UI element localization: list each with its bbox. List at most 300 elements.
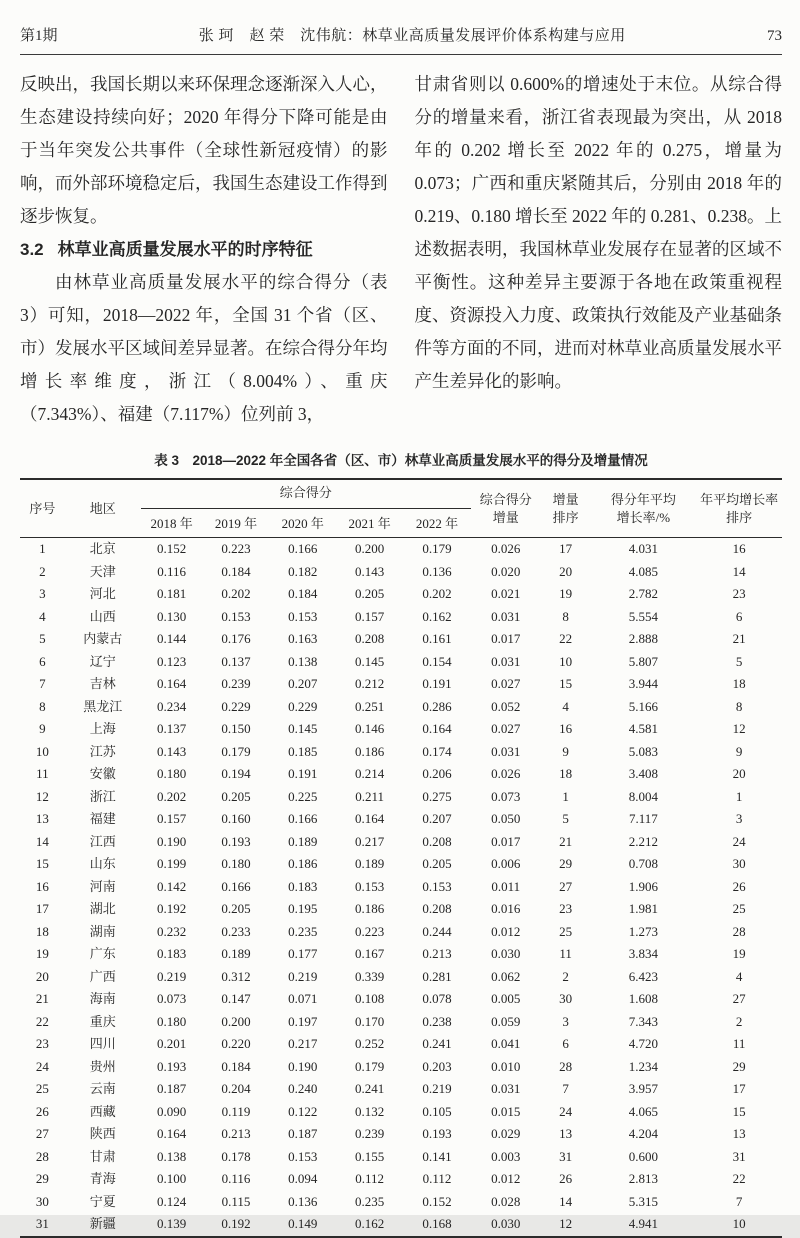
table-cell: 0.094 xyxy=(288,1171,318,1186)
table-cell: 9 xyxy=(39,721,46,736)
table-cell: 0.238 xyxy=(422,1013,452,1029)
table-cell: 11 xyxy=(559,946,572,961)
table-cell: 河北 xyxy=(89,586,116,601)
table-cell: 辽宁 xyxy=(89,653,116,669)
table-cell: 0.153 xyxy=(355,878,385,894)
table-cell: 28 xyxy=(35,1148,49,1164)
table-cell: 0.027 xyxy=(491,721,521,736)
table-cell: 0.157 xyxy=(157,811,187,826)
table-cell: 0.600 xyxy=(628,1148,658,1164)
table-cell: 0.122 xyxy=(288,1103,318,1119)
table-cell: 0.161 xyxy=(422,631,452,646)
table-cell: 0.141 xyxy=(422,1148,452,1164)
col-header-avg-growth-rank xyxy=(696,479,782,538)
table-cell: 10 xyxy=(35,743,49,759)
table-cell: 0.005 xyxy=(491,991,521,1006)
table-cell: 0.176 xyxy=(221,631,251,646)
table-cell: 0.197 xyxy=(288,1013,318,1029)
table-cell: 0.183 xyxy=(157,946,187,961)
table-row xyxy=(20,831,782,854)
body-columns xyxy=(20,68,782,431)
table-row xyxy=(20,651,782,674)
table-cell: 0.130 xyxy=(157,608,187,624)
table-cell: 0.112 xyxy=(355,1171,385,1186)
table-cell: 0.186 xyxy=(355,901,385,916)
table-cell: 0.187 xyxy=(288,1126,318,1141)
table-cell: 23 xyxy=(35,1036,49,1051)
col-header-region: 地区 xyxy=(89,500,116,516)
table-cell: 0.073 xyxy=(491,788,521,804)
table-cell: 0.153 xyxy=(288,608,318,624)
table-cell: 4.720 xyxy=(628,1036,658,1051)
table-cell: 0.200 xyxy=(355,541,385,556)
col-header-line: 排序 xyxy=(726,509,753,525)
table-cell: 1 xyxy=(562,788,569,804)
table-cell: 0.189 xyxy=(288,833,318,849)
table-cell: 0.202 xyxy=(422,586,452,601)
table-cell: 22 xyxy=(559,631,573,646)
table-cell: 3.408 xyxy=(628,766,658,781)
table-row xyxy=(20,1213,782,1237)
table-cell: 18 xyxy=(559,766,573,781)
table-cell: 31 xyxy=(732,1148,746,1164)
table-cell: 11 xyxy=(732,1036,746,1051)
table-row xyxy=(20,561,782,584)
table-cell: 10 xyxy=(732,1216,746,1231)
table-cell: 5.166 xyxy=(628,698,658,714)
table-cell: 0.214 xyxy=(355,766,385,781)
table-cell: 5.807 xyxy=(628,653,658,669)
table-cell: 5.554 xyxy=(628,608,658,624)
table-cell: 0.208 xyxy=(422,833,452,849)
table-cell: 0.201 xyxy=(157,1036,187,1051)
table-cell: 0.153 xyxy=(422,878,452,894)
table-cell: 0.185 xyxy=(288,743,318,759)
table-cell: 0.189 xyxy=(355,856,385,871)
table-cell: 0.229 xyxy=(221,698,251,714)
table-cell: 0.205 xyxy=(355,586,385,601)
table-cell: 江西 xyxy=(89,833,116,849)
table-cell: 湖南 xyxy=(89,923,116,939)
paragraph: 甘肃省则以 0.600%的增速处于末位。从综合得分的增量来看，浙江省表现最为突出，从 2018 年的 0.202 增长至 2022 年的 0.275，增量为 0.073；广西和重庆紧随其后，分别由 2018 年的 0.219、0.180 增长至 2022 年的 0.281、0.238。上述数据表明，我国林草业发展存在显著的区域不平衡性。这种差异主要源于各地在政策重视程度、资源投入力度、政策执行效能及产业基础条件等方面的不同，进而对林草业高质量发展水平产生差异化的影响。 xyxy=(414,74,782,391)
table-cell: 3 xyxy=(39,586,46,601)
table-cell: 0.193 xyxy=(422,1126,452,1141)
table-cell: 0.052 xyxy=(491,698,521,714)
table-cell: 2.782 xyxy=(628,586,658,601)
table-cell: 0.164 xyxy=(157,676,187,691)
table-cell: 0.192 xyxy=(221,1216,251,1231)
table-cell: 0.112 xyxy=(422,1171,452,1186)
table-cell: 0.030 xyxy=(491,1216,521,1231)
table-cell: 0.115 xyxy=(221,1193,251,1209)
table-cell: 四川 xyxy=(89,1036,116,1051)
table-cell: 0.184 xyxy=(221,563,251,579)
table-cell: 0.339 xyxy=(355,968,385,984)
table-cell: 0.229 xyxy=(288,698,318,714)
table-cell: 0.162 xyxy=(355,1216,385,1231)
table-cell: 5 xyxy=(562,811,569,826)
table-cell: 0.312 xyxy=(221,968,251,984)
table-cell: 22 xyxy=(732,1171,746,1186)
table-cell: 3.834 xyxy=(628,946,658,961)
table-cell: 0.180 xyxy=(221,856,251,871)
table-cell: 0.275 xyxy=(422,788,452,804)
table-cell: 0.206 xyxy=(422,766,452,781)
table-cell: 17 xyxy=(559,541,573,556)
table-cell: 8.004 xyxy=(628,788,658,804)
table-header xyxy=(20,479,782,538)
table-cell: 0.232 xyxy=(157,923,187,939)
table-cell: 0.191 xyxy=(422,676,452,691)
right-column xyxy=(415,68,783,431)
table-cell: 0.050 xyxy=(491,811,521,826)
table-row xyxy=(20,876,782,899)
table-cell: 0.205 xyxy=(221,901,251,916)
table-cell: 25 xyxy=(732,901,746,916)
table-cell: 0.166 xyxy=(288,541,318,556)
table-cell: 15 xyxy=(559,676,573,691)
table-cell: 0.071 xyxy=(288,991,318,1006)
table-cell: 1.608 xyxy=(628,991,658,1006)
table-cell: 0.162 xyxy=(422,608,452,624)
table-row xyxy=(20,988,782,1011)
table-cell: 7.343 xyxy=(628,1013,658,1029)
table-cell: 3 xyxy=(562,1013,569,1029)
col-header-line: 得分年平均 xyxy=(610,491,676,507)
table-cell: 0.234 xyxy=(157,698,187,714)
table-cell: 0.026 xyxy=(491,766,521,781)
table-cell: 8 xyxy=(735,698,743,714)
table-cell: 24 xyxy=(559,1103,573,1119)
table-cell: 0.241 xyxy=(422,1036,452,1051)
table-cell: 29 xyxy=(559,856,573,871)
table-cell: 0.220 xyxy=(221,1036,251,1051)
table-cell: 25 xyxy=(559,923,573,939)
table-row xyxy=(20,763,782,786)
table-row xyxy=(20,1168,782,1191)
table-cell: 0.208 xyxy=(422,901,452,916)
table-cell: 0.179 xyxy=(221,743,251,759)
table-cell: 21 xyxy=(35,991,49,1006)
table-cell: 0.281 xyxy=(422,968,452,984)
table-cell: 0.178 xyxy=(221,1148,251,1164)
table-cell: 0.180 xyxy=(157,1013,187,1029)
table-cell: 0.062 xyxy=(491,968,521,984)
section-number: 3.2 xyxy=(20,240,44,259)
table-cell: 26 xyxy=(732,878,746,894)
table-cell: 0.217 xyxy=(355,833,385,849)
table-cell: 0.119 xyxy=(221,1103,251,1119)
table-row xyxy=(20,696,782,719)
table-cell: 3.957 xyxy=(628,1081,658,1096)
col-group-score: 综合得分 xyxy=(141,479,471,509)
table-cell: 28 xyxy=(732,923,746,939)
table-cell: 29 xyxy=(35,1171,49,1186)
table-cell: 0.192 xyxy=(157,901,187,916)
table-cell: 0.225 xyxy=(288,788,318,804)
table-cell: 0.194 xyxy=(221,766,251,781)
table-cell: 0.184 xyxy=(288,586,318,601)
table-cell: 27 xyxy=(35,1126,49,1141)
table-cell: 0.116 xyxy=(157,563,187,579)
table-cell: 0.078 xyxy=(422,991,452,1006)
col-header-line: 年平均增长率 xyxy=(700,491,779,507)
table-cell: 17 xyxy=(35,901,49,916)
col-header-line: 排序 xyxy=(552,509,579,525)
table-cell: 0.152 xyxy=(157,541,187,556)
paragraph: 反映出，我国长期以来环保理念逐渐深入人心，生态建设持续向好；2020 年得分下降可能是由于当年突发公共事件（全球性新冠疫情）的影响，而外部环境稳定后，我国生态建设工作得到逐步恢复。 xyxy=(20,74,388,226)
table-row xyxy=(20,718,782,741)
table-cell: 0.146 xyxy=(355,721,385,736)
table-cell: 0.020 xyxy=(491,563,521,579)
table-cell: 福建 xyxy=(89,811,116,826)
table-cell: 新疆 xyxy=(89,1216,116,1231)
table-cell: 0.213 xyxy=(422,946,452,961)
table-cell: 0.160 xyxy=(221,811,251,826)
table-cell: 浙江 xyxy=(89,788,116,804)
table-cell: 0.116 xyxy=(221,1171,251,1186)
table-cell: 0.186 xyxy=(355,743,385,759)
table-cell: 0.150 xyxy=(221,721,251,736)
table-cell: 贵州 xyxy=(89,1058,116,1074)
table-row xyxy=(20,1033,782,1056)
table-row xyxy=(20,1123,782,1146)
table-cell: 31 xyxy=(559,1148,573,1164)
table-cell: 0.017 xyxy=(491,833,521,849)
table-cell: 4.065 xyxy=(628,1103,658,1119)
table-cell: 0.132 xyxy=(355,1103,385,1119)
table-cell: 安徽 xyxy=(89,766,116,781)
table-cell: 宁夏 xyxy=(89,1193,116,1209)
table-cell: 18 xyxy=(732,676,746,691)
table-cell: 6.423 xyxy=(628,968,658,984)
table-cell: 20 xyxy=(732,766,746,781)
table-cell: 4.941 xyxy=(628,1216,658,1231)
table-cell: 0.073 xyxy=(157,991,187,1006)
table-cell: 0.155 xyxy=(355,1148,385,1164)
table-cell: 26 xyxy=(35,1103,49,1119)
table-cell: 0.149 xyxy=(288,1216,318,1231)
table-cell: 0.003 xyxy=(491,1148,521,1164)
table-cell: 北京 xyxy=(89,541,116,556)
table-cell: 0.207 xyxy=(422,811,452,826)
table-cell: 1.234 xyxy=(628,1058,658,1074)
table-cell: 1.906 xyxy=(628,878,658,894)
table-cell: 4 xyxy=(39,608,46,624)
table-cell: 0.211 xyxy=(355,788,385,804)
table-cell: 0.012 xyxy=(491,923,521,939)
table-cell: 0.026 xyxy=(491,541,521,556)
table-cell: 0.017 xyxy=(491,631,521,646)
table-cell: 1 xyxy=(735,788,743,804)
table-cell: 2 xyxy=(562,968,569,984)
table-cell: 0.233 xyxy=(221,923,251,939)
table-cell: 19 xyxy=(559,586,573,601)
table-cell: 0.164 xyxy=(157,1126,187,1141)
table-cell: 5 xyxy=(39,631,46,646)
table-cell: 7 xyxy=(562,1081,569,1096)
table-cell: 21 xyxy=(559,833,573,849)
table-cell: 6 xyxy=(735,608,743,624)
table-cell: 4.204 xyxy=(628,1126,658,1141)
table-cell: 23 xyxy=(559,901,573,916)
table-cell: 0.041 xyxy=(491,1036,521,1051)
table-cell: 0.190 xyxy=(288,1058,318,1074)
table-cell: 0.166 xyxy=(221,878,251,894)
col-header-line: 增长率/% xyxy=(616,509,671,525)
issue-label: 第1期 xyxy=(20,28,58,44)
table-row xyxy=(20,1056,782,1079)
table-cell: 江苏 xyxy=(89,743,116,759)
table-cell: 2.212 xyxy=(628,833,658,849)
table-cell: 0.164 xyxy=(422,721,452,736)
table-cell: 0.137 xyxy=(221,653,251,669)
table-cell: 0.187 xyxy=(157,1081,187,1096)
table-cell: 0.207 xyxy=(288,676,318,691)
col-header-line: 增量 xyxy=(552,491,579,507)
col-header-year: 2019 年 xyxy=(214,516,258,531)
table-cell: 0.244 xyxy=(422,923,452,939)
table-cell: 吉林 xyxy=(89,676,116,691)
table-cell: 0.182 xyxy=(288,563,318,579)
table-cell: 0.163 xyxy=(288,631,318,646)
col-header-line: 综合得分 xyxy=(479,491,532,507)
table-cell: 0.028 xyxy=(491,1193,521,1209)
table-cell: 2.813 xyxy=(628,1171,658,1186)
table-cell: 27 xyxy=(732,991,746,1006)
table-cell: 0.208 xyxy=(355,631,385,646)
table-cell: 30 xyxy=(35,1193,49,1209)
table-cell: 0.286 xyxy=(422,698,452,714)
col-header-year: 2020 年 xyxy=(281,516,324,531)
table-cell: 0.251 xyxy=(355,698,385,714)
table-cell: 3.944 xyxy=(628,676,658,691)
table-cell: 28 xyxy=(559,1058,573,1074)
table-row xyxy=(20,966,782,989)
table-cell: 0.136 xyxy=(288,1193,318,1209)
table-cell: 0.212 xyxy=(355,676,385,691)
table-cell: 23 xyxy=(732,586,746,601)
table-cell: 0.011 xyxy=(491,878,521,894)
table-cell: 16 xyxy=(732,541,746,556)
table-cell: 0.108 xyxy=(355,991,385,1006)
table-cell: 0.030 xyxy=(491,946,521,961)
table-row xyxy=(20,1011,782,1034)
table-cell: 19 xyxy=(35,946,49,961)
table-cell: 21 xyxy=(732,631,746,646)
table-cell: 云南 xyxy=(89,1081,116,1096)
table-cell: 6 xyxy=(562,1036,569,1051)
section-heading xyxy=(20,233,388,266)
table-cell: 海南 xyxy=(89,991,116,1006)
table-row xyxy=(20,786,782,809)
table-cell: 0.145 xyxy=(355,653,385,669)
table-cell: 15 xyxy=(732,1103,746,1119)
table-row xyxy=(20,673,782,696)
table-cell: 0.219 xyxy=(288,968,318,984)
table-row xyxy=(20,1191,782,1214)
table-cell: 0.152 xyxy=(422,1193,452,1209)
col-header-seq: 序号 xyxy=(29,500,56,516)
table-cell: 2 xyxy=(39,563,46,579)
table-cell: 0.139 xyxy=(157,1216,187,1231)
table-row xyxy=(20,853,782,876)
table-cell: 15 xyxy=(35,856,49,871)
table-row xyxy=(20,606,782,629)
table-cell: 0.193 xyxy=(157,1058,187,1074)
table-cell: 17 xyxy=(732,1081,746,1096)
table-cell: 天津 xyxy=(89,563,116,579)
table-cell: 广西 xyxy=(89,968,116,984)
table-cell: 0.179 xyxy=(422,541,452,556)
table-cell: 0.181 xyxy=(157,586,187,601)
table-cell: 0.145 xyxy=(288,721,318,736)
table-cell: 0.027 xyxy=(491,676,521,691)
table-cell: 30 xyxy=(559,991,573,1006)
table-cell: 甘肃 xyxy=(89,1148,116,1164)
table-cell: 0.154 xyxy=(422,653,452,669)
table-cell: 19 xyxy=(732,946,746,961)
table-cell: 陕西 xyxy=(89,1126,116,1141)
table-cell: 3 xyxy=(735,811,743,826)
table-cell: 4.085 xyxy=(628,563,658,579)
table-cell: 25 xyxy=(35,1081,49,1096)
table-cell: 29 xyxy=(732,1058,746,1074)
table-cell: 9 xyxy=(735,743,743,759)
table-cell: 9 xyxy=(562,743,569,759)
table-cell: 14 xyxy=(732,563,746,579)
table-cell: 7 xyxy=(39,676,46,691)
table-cell: 24 xyxy=(732,833,746,849)
table-cell: 0.241 xyxy=(355,1081,385,1096)
table-cell: 0.193 xyxy=(221,833,251,849)
table-cell: 上海 xyxy=(89,721,116,736)
table-cell: 湖北 xyxy=(89,901,116,916)
table-cell: 0.010 xyxy=(491,1058,521,1074)
table-cell: 0.190 xyxy=(157,833,187,849)
table-cell: 6 xyxy=(39,653,46,669)
col-header-increment xyxy=(471,479,541,538)
table-cell: 0.090 xyxy=(157,1103,187,1119)
table-cell: 7.117 xyxy=(628,811,658,826)
table-cell: 18 xyxy=(35,923,49,939)
running-title: 张 珂 赵 荣 沈伟航：林草业高质量发展评价体系构建与应用 xyxy=(198,28,626,44)
table-cell: 0.235 xyxy=(288,923,318,939)
table-cell: 24 xyxy=(35,1058,49,1074)
table-cell: 0.179 xyxy=(355,1058,385,1074)
table-row xyxy=(20,1146,782,1169)
score-table xyxy=(20,478,782,1238)
col-header-year: 2021 年 xyxy=(348,516,391,531)
table-cell: 27 xyxy=(559,878,573,894)
table-cell: 0.239 xyxy=(355,1126,385,1141)
table-cell: 黑龙江 xyxy=(83,698,123,714)
table-cell: 2 xyxy=(735,1013,743,1029)
table-cell: 4.581 xyxy=(628,721,658,736)
table-cell: 14 xyxy=(559,1193,573,1209)
table-cell: 0.205 xyxy=(422,856,452,871)
table-cell: 0.031 xyxy=(491,743,521,759)
table-cell: 0.153 xyxy=(221,608,251,624)
table-cell: 0.183 xyxy=(288,878,318,894)
table-cell: 0.144 xyxy=(157,631,187,646)
table-row xyxy=(20,741,782,764)
table-cell: 重庆 xyxy=(89,1013,116,1029)
table-cell: 0.191 xyxy=(288,766,318,781)
table-cell: 0.138 xyxy=(288,653,318,669)
col-header-increment-rank xyxy=(541,479,591,538)
table-cell: 20 xyxy=(35,968,49,984)
